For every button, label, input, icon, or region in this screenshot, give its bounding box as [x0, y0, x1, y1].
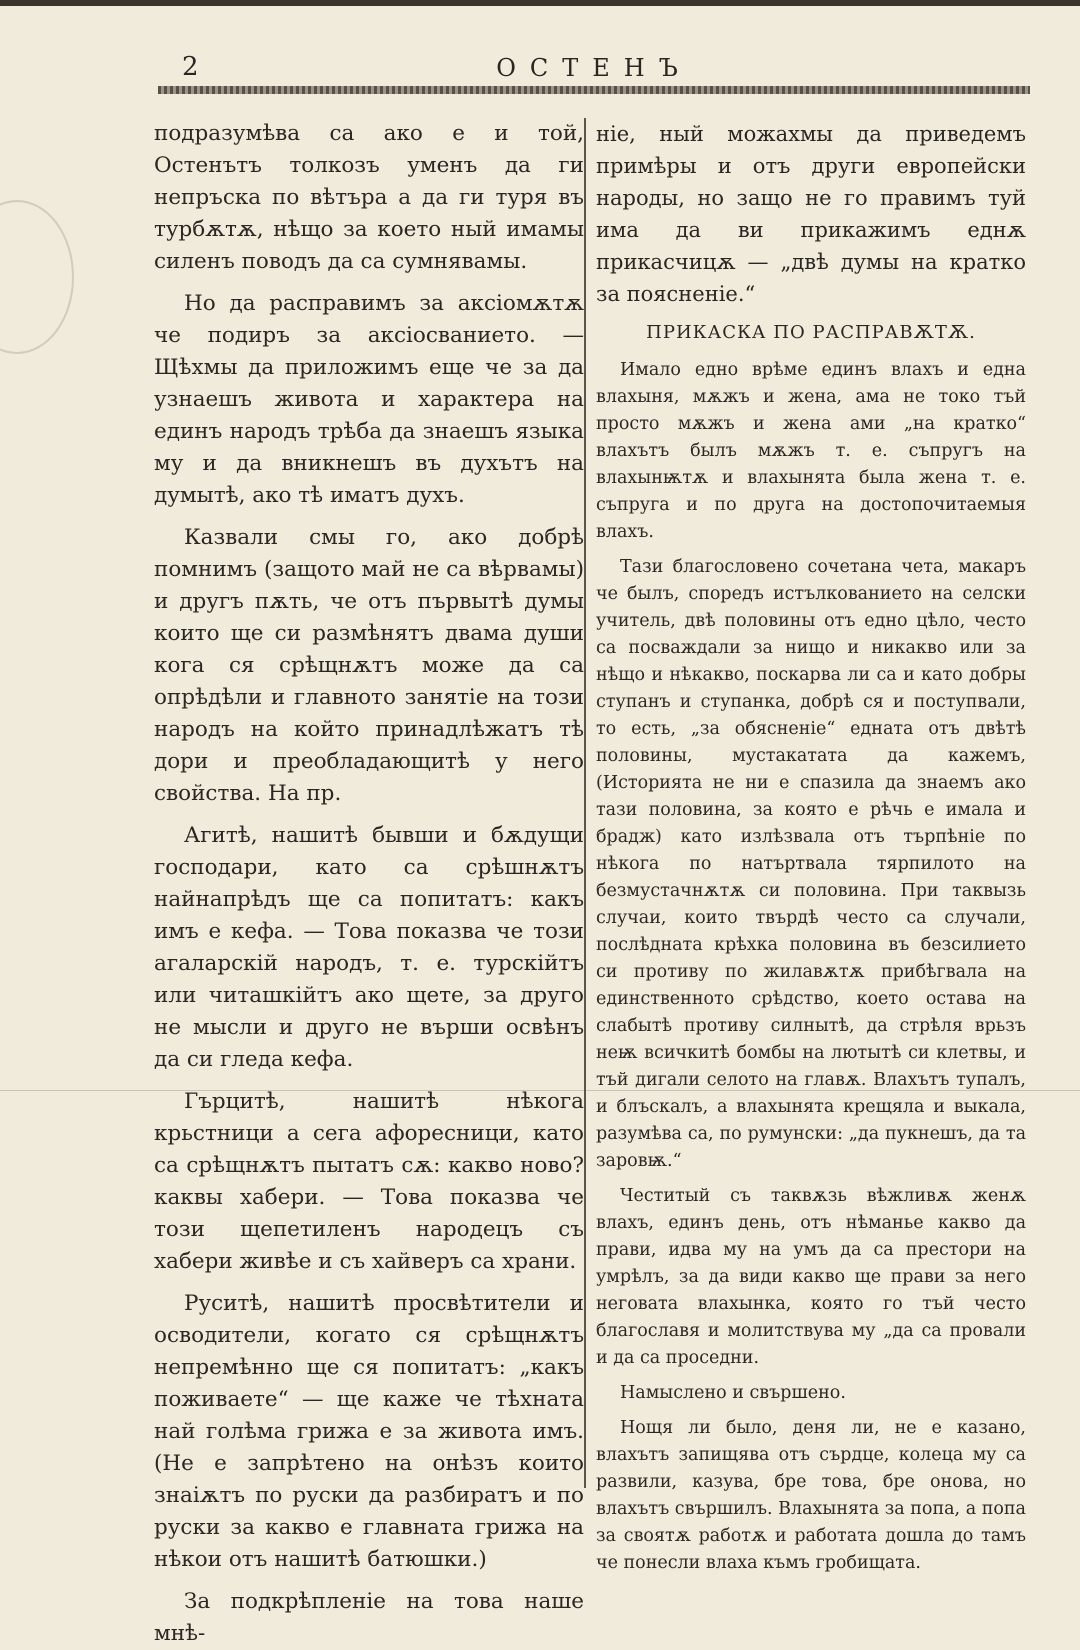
paper-fold-line [0, 1090, 1080, 1091]
paragraph: Руситѣ, нашитѣ просвѣтители и освoдители, когато ся срѣщнѫтъ непремѣнно ще ся попитатъ: „какъ поживаете“ — ще каже че тѣхната най голѣма грижа е за живота имъ. (Не е запрѣтено на онѣзъ които знаіѫтъ по руски да разбиратъ и по руски за какво е главната грижа на нѣкои отъ нашитѣ батюшки.) [154, 1291, 584, 1572]
header-rule [158, 86, 1030, 94]
right-column [596, 118, 1026, 1573]
left-column [154, 118, 584, 1646]
paragraph: Нощя ли было, деня ли, не е казано, влахътъ запищява отъ сърдце, колеца му са развили, казува, бре това, бре онова, но влахътъ свършилъ. Влахынята за попа, а попа за своятѫ работѫ и работата дошла до тамъ че понесли влаха къмъ гробищата. [596, 1418, 1026, 1573]
paragraph: За подкрѣпленіе на това наше мнѣ- [154, 1589, 584, 1646]
paragraph: Гърцитѣ, нашитѣ нѣкога крьстници а сега афоресници, като са срѣщнѫтъ пытатъ сѫ: какво ново? каквы хабери. — Това показва че този щепетиленъ народецъ съ хабери живѣе и съ хайверъ са храни. [154, 1089, 584, 1274]
paragraph: Честитый съ таквѫзь вѣжливѫ женѫ влахъ, единъ день, отъ нѣманье какво да прави, идва му на умъ да са престори на умрѣлъ, за да види какво ще прави за него неговата влахынка, която го тъй често благославя и молитствува му „да са провали и да са проседни. [596, 1186, 1026, 1368]
paragraph: Казвали смы го, ако добрѣ помнимъ (защото май не са вѣрвамы) и другъ пѫть, че отъ първытѣ думы които ще си размѣнятъ двама души кога ся срѣщнѫтъ може да са опрѣдѣли и главното занятіе на този народъ на който принадлѣжатъ тѣ дори и преобладающитѣ у него свойства. На пр. [154, 525, 584, 806]
paragraph: Намыслено и свършено. [620, 1383, 846, 1403]
column-divider [584, 118, 586, 1488]
story-title: ПРИКАСКА ПО РАСПРАВѪТѪ. [646, 322, 976, 343]
page-edge [0, 0, 1080, 6]
library-stamp [0, 200, 74, 354]
paragraph: подразумѣва са ако е и той, Остенътъ толкозъ уменъ да ги непръска по вѣтъра а да ги туря въ турбѫтѫ, нѣщо за което ный имамы силенъ поводъ да са сумнявамы. [154, 121, 584, 274]
masthead-title: ОСТЕНЪ [496, 54, 692, 82]
page-header [158, 52, 1030, 92]
paragraph: Но да расправимъ за аксіомѫтѫ че подиръ за аксіосванието. — Щѣхмы да приложимъ еще че за да узнаешъ живота и характера на единъ народъ трѣба да знаешъ языка му и да вникнешъ въ духътъ на думытѣ, ако тѣ иматъ духъ. [154, 291, 584, 508]
paragraph: Агитѣ, нашитѣ бывши и бѫдущи господари, като са срѣшнѫтъ найнапрѣдъ ще са попитатъ: какъ имъ е кефа. — Това показва че този агаларскій народъ, т. е. турскійтъ или читашкійтъ ако щете, за друго не мысли и друго не върши освѣнъ да си глeда кефа. [154, 823, 584, 1072]
paragraph: Имало едно врѣме единъ влахъ и една влахыня, мѫжъ и жена, ама не токо тъй просто мѫжъ и жена ами „на кратко“ влахътъ былъ мѫжъ т. е. съпругъ на влахынѭтѫ и влахынята была жена т. е. съпруга и по друга на достопочитаемыя влахъ. [596, 360, 1026, 542]
page-number: 2 [182, 52, 199, 82]
paragraph: Тази благословено сочетана чета, макаръ че былъ, споредъ истълкованието на селски учитель, двѣ половины отъ едно цѣло, често са посваждали за нищо и никакво или за нѣщо и нѣкакво, поскарва ли са и като добры ступанъ и ступанка, добрѣ ся и поступвали, то есть, „за обясненіе“ едната отъ двѣтѣ половины, мустакатата да кажемъ, (Историята не ни е спазила да знаемъ ако тази половина, за която е рѣчь е имала и брадж) като излѣзвала отъ търпѣніе по нѣкога по натъртвала тярпилото на безмустачнѫтѫ си половина. При таквызь случаи, които твърдѣ често са случали, послѣдната крѣхка половина въ безсилието си противу по жилавѫтѫ прибѣгвала на единственното срѣдство, което остава на слабытѣ противу силнытѣ, да стрѣля врьзъ неѭ всичкитѣ бомбы на лютытѣ си клетвы, и тъй дигали селото на главѫ. Влахътъ тупалъ, и блъскалъ, а влахынята крещяла и выкала, разумѣва са, по румунски: „да пукнешъ, да та заровѭ.“ [596, 557, 1026, 1171]
paragraph-continued: ніе, ный можахмы да приведемъ примѣры и отъ други европейски народы, но защо не го правимъ туй има да ви прикажимъ еднѫ прикасчицѫ — „двѣ думы на кратко за поясненіе.“ [596, 122, 1026, 306]
